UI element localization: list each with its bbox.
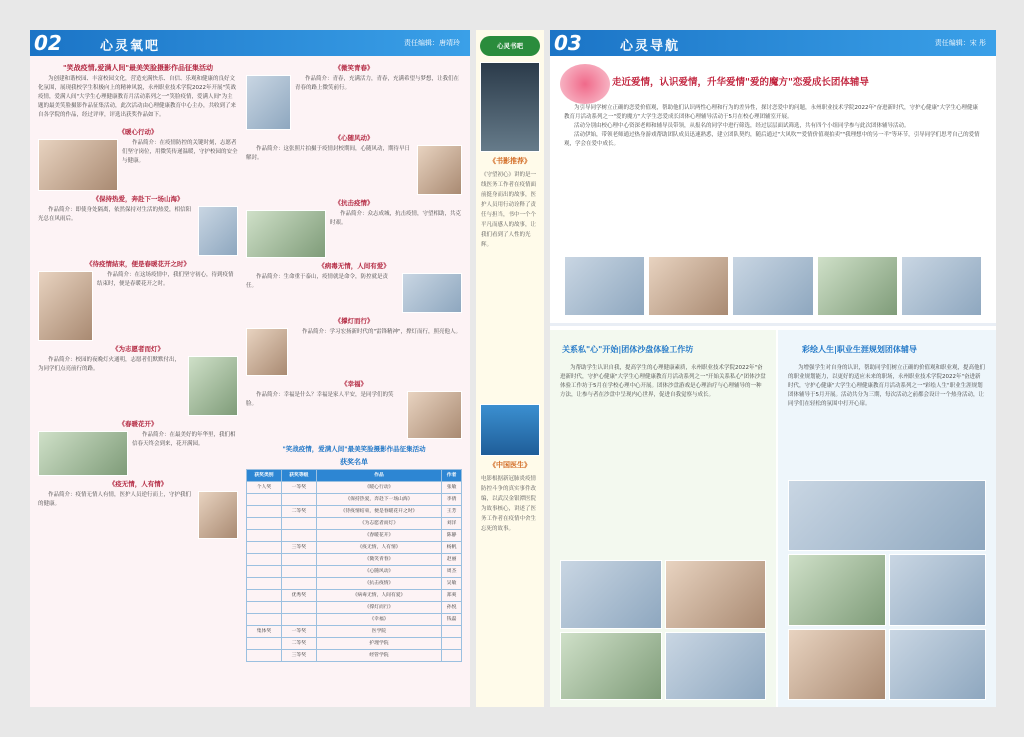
event-photo: [665, 560, 767, 629]
table-cell: [247, 614, 282, 626]
table-cell: 《暖心行动》: [316, 482, 441, 494]
table-cell: [247, 530, 282, 542]
table-cell: 医学院: [316, 626, 441, 638]
work-text: 作品简介：这张照片拍摄于疫情封校期间，心随风动，期待早日解封。: [246, 146, 411, 161]
work-text: 作品简介：在最美好的年华里，我们相信春天终会到来，花开满园。: [132, 432, 236, 447]
career-section: [778, 330, 996, 707]
table-cell: 《待疫情结束，便是春暖花开之时》: [316, 506, 441, 518]
event-photo: [564, 256, 645, 316]
work-text: 作品简介：幸福是什么？幸福是家人平安，是同学们的笑脸。: [246, 392, 394, 407]
paragraph: 活动伊始，带领老师通过热身游戏帮助团队成员迅速熟悉，建立团队契约，随后通过"大风吹""爱情价值观拍卖""我理想中的另一半"等环节，引导同学们思考自己的爱情观，学会在爱中成长。: [564, 132, 980, 147]
table-cell: 孙悦: [442, 602, 462, 614]
table-cell: 二等奖: [281, 638, 316, 650]
editor-label: 责任编辑：宋 彤: [934, 39, 986, 47]
photo-grid: [560, 560, 766, 700]
table-cell: 经管学院: [316, 650, 441, 662]
flower-decoration-icon: [560, 64, 610, 104]
event-photo: [901, 256, 982, 316]
table-header: 获奖等级: [281, 470, 316, 482]
work-photo: [246, 210, 326, 258]
event-photo: [788, 480, 986, 551]
table-cell: 《抗击疫情》: [316, 578, 441, 590]
work-photo: [198, 491, 238, 539]
table-cell: [247, 638, 282, 650]
work-title: 《春暖花开》: [118, 420, 158, 428]
work-block: [38, 345, 238, 416]
table-row: [247, 614, 462, 626]
middle-strip: [476, 30, 544, 707]
work-block: [38, 260, 238, 341]
table-cell: [281, 518, 316, 530]
table-cell: 杨帆: [442, 542, 462, 554]
award-subtitle: 获奖名单: [340, 458, 368, 466]
table-cell: [281, 602, 316, 614]
award-table: [246, 469, 462, 662]
paragraph: 为增强学生对自身的认识，帮助同学们树立正确的价值观和职业观，提高他们的职业规划能力，以更好的适应未来的职场，永州职业技术学院2022年"奋进新时代，守护心健康"大学生心理健康教育月活动系列之一"彩绘人生"职业生涯规划团体辅导于5月开展。活动共分为三期，每次活动之前都会设计一个热身活动，让同学们在轻松的氛围中打开心扉。: [788, 365, 986, 407]
event-photo: [665, 632, 767, 701]
photo-strip: [564, 256, 982, 316]
work-title: 《心随风动》: [334, 134, 374, 142]
work-photo: [188, 356, 238, 416]
table-row: [247, 506, 462, 518]
table-cell: [247, 542, 282, 554]
table-cell: [281, 554, 316, 566]
sandplay-section: [550, 330, 776, 707]
event-photo: [817, 256, 898, 316]
work-photo: [38, 271, 93, 341]
movie-tag: 《中国医生》: [489, 461, 531, 469]
event-photo: [648, 256, 729, 316]
love-section: [550, 56, 996, 326]
table-cell: 三等奖: [281, 650, 316, 662]
work-title: 《为志愿者而灯》: [112, 345, 164, 353]
work-title: 《保持热爱，奔赴下一场山海》: [92, 195, 184, 203]
work-block: [38, 128, 238, 191]
work-title: 《待疫情結束，便是春暖花开之时》: [86, 260, 190, 268]
table-cell: 个人奖: [247, 482, 282, 494]
paragraph: 为帮助学生认识自我，提高学生的心理健康素质，永州职业技术学院2022年"奋进新时代，守护心健康"大学生心理健康教育月活动系列之一"开始关系私心"团体沙盘体验工作坊于5月在学校心理中心开展。团体沙盘游戏是心理治疗与心理辅导的一种方法，让参与者在沙盘中呈现内心世界，促进自我觉察与成长。: [560, 365, 766, 398]
table-cell: [281, 566, 316, 578]
table-cell: 《春暖花开》: [316, 530, 441, 542]
work-photo: [246, 328, 288, 376]
table-cell: 《病毒无情，人间有爱》: [316, 590, 441, 602]
table-cell: 一等奖: [281, 626, 316, 638]
work-text: 作品简介：即使身处隔离，依然保持对生活的热爱，相信阳光总在风雨后。: [38, 207, 192, 222]
table-cell: 一等奖: [281, 482, 316, 494]
table-cell: 《微笑青春》: [316, 554, 441, 566]
work-block: [38, 195, 238, 256]
table-cell: 护理学院: [316, 638, 441, 650]
table-cell: 《幸福》: [316, 614, 441, 626]
movie-poster: [480, 404, 540, 456]
table-row: [247, 626, 462, 638]
work-block: [246, 199, 462, 258]
table-cell: 《撑灯而行》: [316, 602, 441, 614]
article-title: "笑战疫情,爱满人间"最美笑脸摄影作品征集活动: [63, 64, 213, 72]
event-photo: [788, 629, 886, 700]
table-row: [247, 638, 462, 650]
table-cell: [281, 614, 316, 626]
event-photo: [889, 554, 987, 625]
table-cell: 王芳: [442, 506, 462, 518]
table-row: [247, 542, 462, 554]
table-header: 作者: [442, 470, 462, 482]
table-row: [247, 494, 462, 506]
work-photo: [246, 75, 291, 130]
event-photo: [889, 629, 987, 700]
right-header: [550, 30, 996, 56]
table-cell: [442, 650, 462, 662]
work-text: 作品简介：在这场疫情中，我们坚守初心，待到疫情结束时，便是春暖花开之时。: [97, 272, 234, 287]
work-title: 《病毒无情，人间有爱》: [318, 262, 390, 270]
work-photo: [38, 431, 128, 476]
work-text: 作品简介：疫情无情人有情，医护人员逆行而上，守护我们的健康。: [38, 492, 192, 507]
photo-grid: [788, 480, 986, 700]
work-text: 作品简介：众志成城，抗击疫情，守望相助，共克时艰。: [330, 211, 462, 226]
table-row: [247, 530, 462, 542]
table-header: 作品: [316, 470, 441, 482]
career-text: [788, 364, 986, 474]
left-column-2: [246, 60, 462, 700]
work-photo: [417, 145, 462, 195]
event-photo: [732, 256, 813, 316]
award-title: "笑战疫情，爱满人间"最美笑脸摄影作品征集活动: [282, 445, 426, 453]
work-block: [246, 262, 462, 313]
event-photo: [788, 554, 886, 625]
section-badge: 心灵书吧: [480, 36, 540, 56]
paragraph: 为引导同学树立正确的恋爱价值观，帮助他们认识两性心理和行为的差异性，探讨恋爱中的问题，永州职业技术学院2022年"奋进新时代，守护心健康"大学生心理健康教育月活动系列之一"爱的魔方"大学生恋爱成长团体心理辅导活动于5月在校心理团辅室开展。: [564, 105, 979, 120]
sandplay-text: [560, 364, 766, 554]
table-cell: 钱磊: [442, 614, 462, 626]
work-text: 作品简介：在疫情防控的关键时刻，志愿者们坚守岗位，用微笑传递温暖，守护校园的安全与健康。: [122, 140, 238, 164]
article-intro: 为创建和谐校园、丰富校园文化，营造充满快乐、自信、乐观和健康的良好文化氛围，展现我校学生积极向上的精神风貌，永州职业技术学院2022年开展"笑战疫情，爱满人间"大学生心理健康教育月活动系列之一"笑脸疫情，爱满人间"为主题的最美笑脸摄影作品征集活动，此次活动由心理健康教育中心主办，共收到了来自各学院的作品，经过评审，评选出获奖作品如下。: [38, 76, 237, 118]
left-header: [30, 30, 470, 56]
table-cell: [281, 578, 316, 590]
editor-label: 责任编辑：唐靖玲: [404, 39, 460, 47]
table-cell: 优秀奖: [281, 590, 316, 602]
section-title: 彩绘人生|职业生涯规划团体辅导: [802, 345, 917, 354]
work-title: 《幸福》: [341, 380, 367, 388]
book-cover: [480, 62, 540, 152]
table-cell: [281, 494, 316, 506]
table-cell: 《疫无情，人有情》: [316, 542, 441, 554]
event-photo: [560, 632, 662, 701]
table-row: [247, 590, 462, 602]
page-number: 03: [554, 31, 582, 55]
page-number: 02: [34, 31, 62, 55]
work-block: [38, 420, 238, 476]
work-block: [246, 317, 462, 376]
section-title: 关系私"心"开始|团体沙盘体验工作坊: [562, 345, 694, 354]
table-cell: [247, 650, 282, 662]
table-cell: 三等奖: [281, 542, 316, 554]
table-row: [247, 518, 462, 530]
table-cell: 郑爽: [442, 590, 462, 602]
work-text: 作品简介：校园的夜晚灯火通明，志愿者们默默付出，为同学们点亮前行的路。: [38, 357, 181, 372]
work-title: 《疫无情，人有情》: [108, 480, 168, 488]
table-cell: [247, 590, 282, 602]
book-text: 《守望初心》讲的是一线医务工作者在疫情面前挺身而出的故事，医护人员用行动诠释了责任与担当，书中一个个平凡而感人的故事，让我们看到了人性的光辉。: [481, 172, 537, 248]
table-header: 获奖类别: [247, 470, 282, 482]
table-row: [247, 602, 462, 614]
table-cell: [247, 602, 282, 614]
table-row: [247, 566, 462, 578]
page-title: 心灵氧吧: [100, 39, 161, 54]
work-title: 《微笑青春》: [334, 64, 374, 72]
table-cell: 二等奖: [281, 506, 316, 518]
table-cell: [281, 530, 316, 542]
table-cell: 周杰: [442, 566, 462, 578]
right-page: [550, 30, 996, 707]
table-cell: 《心随风动》: [316, 566, 441, 578]
table-cell: [247, 554, 282, 566]
table-cell: 吴敏: [442, 578, 462, 590]
work-block: [246, 134, 462, 195]
table-cell: 陈静: [442, 530, 462, 542]
movie-text: 电影根据新冠肺炎疫情防控斗争的真实事件改编，以武汉金银潭医院为故事核心，讲述了医务工作者在疫情中舍生忘死的故事。: [481, 476, 537, 532]
book-tag: 《书影推荐》: [489, 157, 531, 165]
work-photo: [38, 139, 118, 191]
table-row: [247, 554, 462, 566]
table-cell: 赵丽: [442, 554, 462, 566]
work-photo: [407, 391, 462, 439]
left-page: [30, 30, 470, 707]
work-title: 《抗击疫情》: [334, 199, 374, 207]
paragraph: 活动分别由校心理中心资深老师和辅导员带领，从报名的同学中进行筛选，经过层层面试筛选，共有四个小组同学参与此次团体辅导活动。: [574, 123, 910, 129]
section-title: 走近爱情，认识爱情，升华爱情"爱的魔方"恋爱成长团体辅导: [612, 77, 869, 88]
table-row: [247, 650, 462, 662]
table-cell: 刘洋: [442, 518, 462, 530]
event-photo: [560, 560, 662, 629]
work-title: 《暖心行动》: [118, 128, 158, 136]
table-cell: 《为志愿者而灯》: [316, 518, 441, 530]
work-photo: [402, 273, 462, 313]
table-cell: [247, 506, 282, 518]
work-block: [246, 64, 462, 130]
table-cell: [247, 494, 282, 506]
table-row: [247, 578, 462, 590]
table-cell: 张敏: [442, 482, 462, 494]
left-column: [38, 60, 238, 700]
page-title: 心灵导航: [620, 39, 681, 54]
work-block: [38, 480, 238, 539]
love-text: [564, 104, 982, 254]
table-row: [247, 482, 462, 494]
table-cell: [247, 578, 282, 590]
work-text: 作品简介：学习宏扬新时代的"雷锋精神"，撑灯而行，照亮他人。: [302, 329, 462, 335]
work-text: 作品简介：生命重于泰山，疫情就是命令，防控就是责任。: [246, 274, 389, 289]
table-cell: [247, 566, 282, 578]
table-cell: 李倩: [442, 494, 462, 506]
work-text: 作品简介：青春，充满活力，青春，充满希望与梦想，让我们在青春的路上微笑前行。: [295, 76, 460, 91]
work-block: [246, 380, 462, 439]
table-cell: [442, 638, 462, 650]
work-title: 《撑灯而行》: [334, 317, 374, 325]
table-cell: 集体奖: [247, 626, 282, 638]
table-cell: [442, 626, 462, 638]
table-cell: [247, 518, 282, 530]
table-cell: 《保持热爱，奔赴下一场山海》: [316, 494, 441, 506]
work-photo: [198, 206, 238, 256]
